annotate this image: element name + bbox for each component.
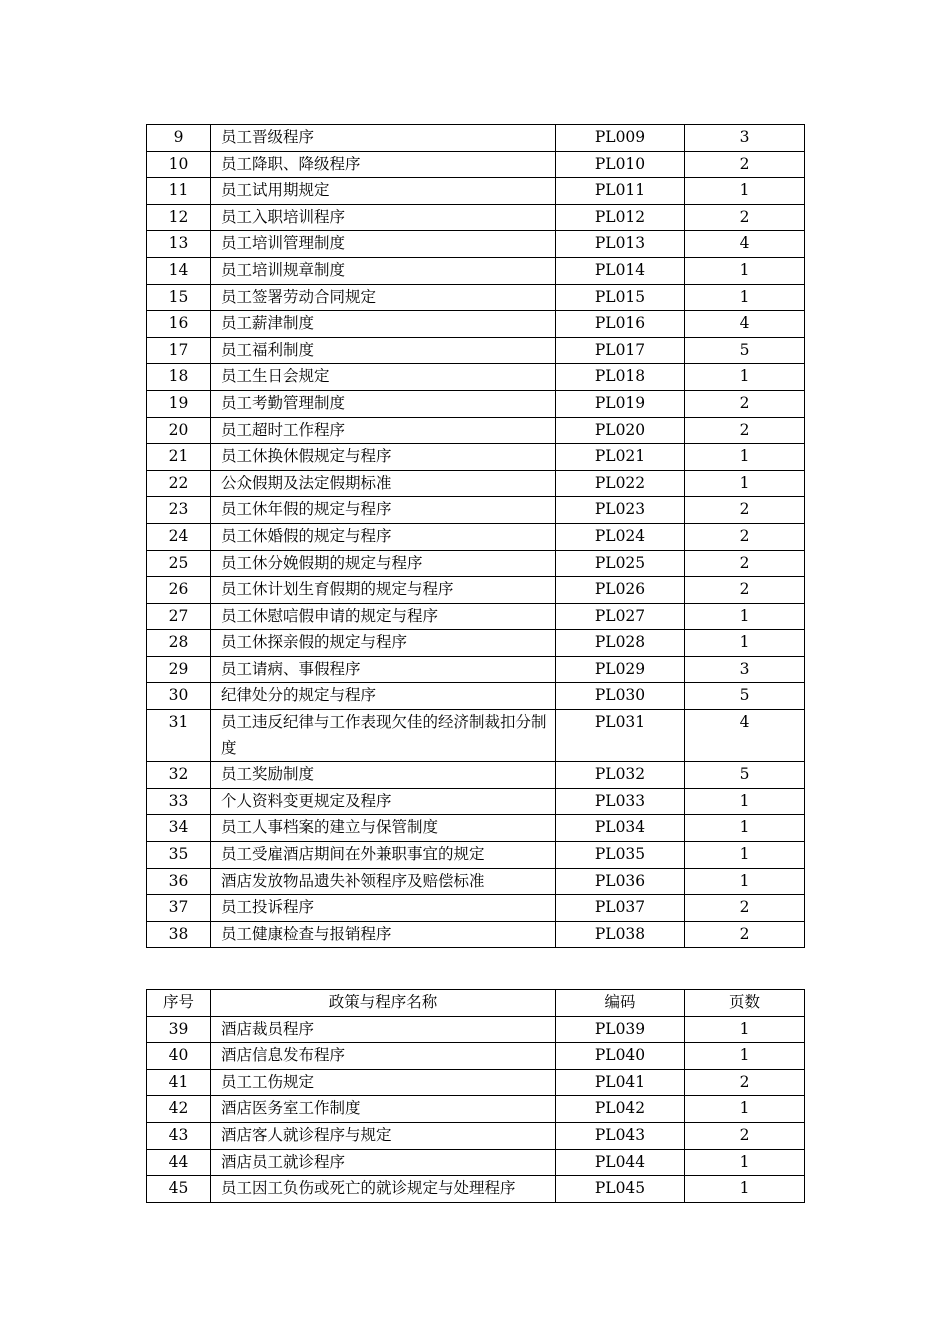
table-row	[147, 842, 805, 869]
table-row	[147, 204, 805, 231]
header-number: 序号	[147, 990, 211, 1017]
table-row	[147, 656, 805, 683]
policy-name: 员工休计划生育假期的规定与程序	[211, 577, 556, 604]
row-number: 11	[147, 178, 211, 205]
page-count: 1	[685, 470, 805, 497]
policy-name: 酒店医务室工作制度	[211, 1096, 556, 1123]
table-row	[147, 125, 805, 152]
table-row	[147, 444, 805, 471]
policy-name: 员工投诉程序	[211, 895, 556, 922]
policy-name: 酒店客人就诊程序与规定	[211, 1122, 556, 1149]
policy-code: PL036	[556, 868, 685, 895]
table-row	[147, 178, 805, 205]
table-row	[147, 815, 805, 842]
page-count: 3	[685, 125, 805, 152]
page-count: 1	[685, 1096, 805, 1123]
table-row	[147, 1149, 805, 1176]
policy-name: 员工签署劳动合同规定	[211, 284, 556, 311]
policy-table-1-body	[147, 125, 805, 948]
policy-name: 员工休婚假的规定与程序	[211, 523, 556, 550]
row-number: 13	[147, 231, 211, 258]
table-row	[147, 417, 805, 444]
page-count: 2	[685, 1122, 805, 1149]
table-row	[147, 630, 805, 657]
row-number: 32	[147, 762, 211, 789]
policy-code: PL010	[556, 151, 685, 178]
policy-code: PL029	[556, 656, 685, 683]
row-number: 27	[147, 603, 211, 630]
policy-name: 员工超时工作程序	[211, 417, 556, 444]
policy-code: PL041	[556, 1069, 685, 1096]
policy-name: 员工休分娩假期的规定与程序	[211, 550, 556, 577]
table-row	[147, 603, 805, 630]
row-number: 10	[147, 151, 211, 178]
header-code: 编码	[556, 990, 685, 1017]
policy-name: 员工健康检查与报销程序	[211, 921, 556, 948]
page-count: 2	[685, 577, 805, 604]
page-count: 5	[685, 337, 805, 364]
policy-name: 员工休年假的规定与程序	[211, 497, 556, 524]
page-count: 2	[685, 550, 805, 577]
table-row	[147, 868, 805, 895]
policy-code: PL015	[556, 284, 685, 311]
policy-name: 员工薪津制度	[211, 311, 556, 338]
policy-code: PL031	[556, 710, 685, 762]
row-number: 30	[147, 683, 211, 710]
table-row	[147, 390, 805, 417]
table-row	[147, 284, 805, 311]
table-row	[147, 683, 805, 710]
table-row	[147, 1069, 805, 1096]
policy-code: PL020	[556, 417, 685, 444]
policy-code: PL034	[556, 815, 685, 842]
row-number: 39	[147, 1016, 211, 1043]
policy-name: 酒店员工就诊程序	[211, 1149, 556, 1176]
table-row	[147, 577, 805, 604]
policy-table-1	[146, 124, 805, 948]
row-number: 24	[147, 523, 211, 550]
table-row	[147, 311, 805, 338]
row-number: 26	[147, 577, 211, 604]
row-number: 12	[147, 204, 211, 231]
policy-code: PL025	[556, 550, 685, 577]
policy-table-2	[146, 989, 805, 1203]
row-number: 44	[147, 1149, 211, 1176]
row-number: 16	[147, 311, 211, 338]
table-row	[147, 1176, 805, 1203]
page-count: 1	[685, 842, 805, 869]
policy-name: 员工考勤管理制度	[211, 390, 556, 417]
policy-code: PL037	[556, 895, 685, 922]
policy-code: PL035	[556, 842, 685, 869]
header-pages: 页数	[685, 990, 805, 1017]
page-count: 1	[685, 444, 805, 471]
policy-code: PL019	[556, 390, 685, 417]
policy-name: 员工入职培训程序	[211, 204, 556, 231]
row-number: 45	[147, 1176, 211, 1203]
policy-name: 员工休探亲假的规定与程序	[211, 630, 556, 657]
row-number: 15	[147, 284, 211, 311]
page-count: 1	[685, 815, 805, 842]
table-row	[147, 497, 805, 524]
table-row	[147, 364, 805, 391]
policy-code: PL017	[556, 337, 685, 364]
policy-code: PL039	[556, 1016, 685, 1043]
page-count: 1	[685, 1043, 805, 1070]
page-count: 2	[685, 895, 805, 922]
table-row	[147, 895, 805, 922]
table-row	[147, 231, 805, 258]
table-row	[147, 788, 805, 815]
table-row	[147, 1043, 805, 1070]
table-row	[147, 921, 805, 948]
policy-name: 个人资料变更规定及程序	[211, 788, 556, 815]
policy-name: 员工受雇酒店期间在外兼职事宜的规定	[211, 842, 556, 869]
row-number: 21	[147, 444, 211, 471]
policy-code: PL018	[556, 364, 685, 391]
table-row	[147, 1016, 805, 1043]
table-row	[147, 1096, 805, 1123]
policy-code: PL028	[556, 630, 685, 657]
page-count: 5	[685, 762, 805, 789]
policy-code: PL026	[556, 577, 685, 604]
page-count: 5	[685, 683, 805, 710]
row-number: 42	[147, 1096, 211, 1123]
policy-name: 员工培训管理制度	[211, 231, 556, 258]
policy-code: PL021	[556, 444, 685, 471]
policy-code: PL040	[556, 1043, 685, 1070]
policy-code: PL033	[556, 788, 685, 815]
row-number: 14	[147, 257, 211, 284]
policy-code: PL016	[556, 311, 685, 338]
page-count: 1	[685, 1016, 805, 1043]
policy-code: PL024	[556, 523, 685, 550]
policy-name: 员工休换休假规定与程序	[211, 444, 556, 471]
policy-name: 员工奖励制度	[211, 762, 556, 789]
page-count: 1	[685, 1176, 805, 1203]
policy-code: PL042	[556, 1096, 685, 1123]
table-header-row	[147, 990, 805, 1017]
row-number: 35	[147, 842, 211, 869]
page-count: 1	[685, 788, 805, 815]
policy-name: 酒店裁员程序	[211, 1016, 556, 1043]
policy-code: PL030	[556, 683, 685, 710]
table-row	[147, 550, 805, 577]
page-count: 2	[685, 204, 805, 231]
policy-name: 员工人事档案的建立与保管制度	[211, 815, 556, 842]
row-number: 22	[147, 470, 211, 497]
page-count: 2	[685, 151, 805, 178]
policy-name: 员工休慰唁假申请的规定与程序	[211, 603, 556, 630]
policy-name: 员工因工负伤或死亡的就诊规定与处理程序	[211, 1176, 556, 1203]
page-count: 2	[685, 1069, 805, 1096]
policy-name: 员工福利制度	[211, 337, 556, 364]
policy-code: PL038	[556, 921, 685, 948]
policy-table-2-body	[147, 1016, 805, 1202]
policy-name: 员工试用期规定	[211, 178, 556, 205]
page-count: 1	[685, 178, 805, 205]
page-count: 4	[685, 231, 805, 258]
table-row	[147, 337, 805, 364]
table-row	[147, 762, 805, 789]
policy-code: PL014	[556, 257, 685, 284]
policy-code: PL011	[556, 178, 685, 205]
policy-name: 员工降职、降级程序	[211, 151, 556, 178]
row-number: 28	[147, 630, 211, 657]
page-count: 1	[685, 868, 805, 895]
policy-name: 员工工伤规定	[211, 1069, 556, 1096]
policy-code: PL012	[556, 204, 685, 231]
policy-code: PL044	[556, 1149, 685, 1176]
page-count: 4	[685, 710, 805, 762]
header-policy-name: 政策与程序名称	[211, 990, 556, 1017]
row-number: 19	[147, 390, 211, 417]
policy-name: 员工晋级程序	[211, 125, 556, 152]
page-count: 1	[685, 630, 805, 657]
page-count: 1	[685, 603, 805, 630]
row-number: 43	[147, 1122, 211, 1149]
table-row	[147, 710, 805, 762]
table-row	[147, 1122, 805, 1149]
row-number: 17	[147, 337, 211, 364]
policy-name: 酒店信息发布程序	[211, 1043, 556, 1070]
policy-code: PL022	[556, 470, 685, 497]
page-count: 1	[685, 1149, 805, 1176]
page-count: 1	[685, 284, 805, 311]
table-row	[147, 470, 805, 497]
policy-name: 员工违反纪律与工作表现欠佳的经济制裁扣分制度	[211, 710, 556, 762]
page-count: 2	[685, 921, 805, 948]
policy-name: 纪律处分的规定与程序	[211, 683, 556, 710]
policy-code: PL045	[556, 1176, 685, 1203]
policy-name: 员工请病、事假程序	[211, 656, 556, 683]
row-number: 33	[147, 788, 211, 815]
row-number: 40	[147, 1043, 211, 1070]
policy-name: 公众假期及法定假期标准	[211, 470, 556, 497]
policy-code: PL027	[556, 603, 685, 630]
row-number: 9	[147, 125, 211, 152]
page-count: 1	[685, 364, 805, 391]
policy-code: PL023	[556, 497, 685, 524]
page-count: 2	[685, 390, 805, 417]
row-number: 18	[147, 364, 211, 391]
table-row	[147, 151, 805, 178]
row-number: 23	[147, 497, 211, 524]
policy-code: PL032	[556, 762, 685, 789]
policy-name: 酒店发放物品遗失补领程序及赔偿标准	[211, 868, 556, 895]
row-number: 36	[147, 868, 211, 895]
row-number: 41	[147, 1069, 211, 1096]
table-row	[147, 257, 805, 284]
row-number: 20	[147, 417, 211, 444]
row-number: 38	[147, 921, 211, 948]
page-count: 2	[685, 523, 805, 550]
row-number: 37	[147, 895, 211, 922]
row-number: 25	[147, 550, 211, 577]
row-number: 29	[147, 656, 211, 683]
policy-code: PL013	[556, 231, 685, 258]
page-count: 4	[685, 311, 805, 338]
policy-name: 员工培训规章制度	[211, 257, 556, 284]
page-count: 3	[685, 656, 805, 683]
row-number: 31	[147, 710, 211, 762]
policy-code: PL009	[556, 125, 685, 152]
page-count: 2	[685, 417, 805, 444]
page-count: 1	[685, 257, 805, 284]
policy-code: PL043	[556, 1122, 685, 1149]
row-number: 34	[147, 815, 211, 842]
policy-name: 员工生日会规定	[211, 364, 556, 391]
page-count: 2	[685, 497, 805, 524]
table-row	[147, 523, 805, 550]
